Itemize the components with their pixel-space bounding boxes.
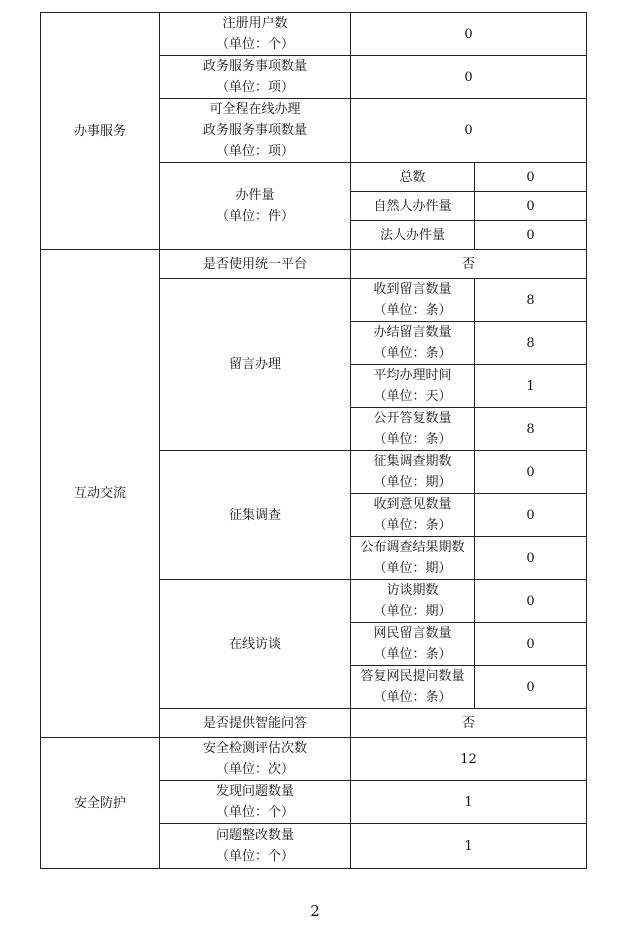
unit-line: （单位：次） [215,762,294,777]
label-line: 访谈期数 [386,583,439,598]
issues-fixed-label [160,824,351,869]
interview-replies-value: 0 [475,666,587,709]
handled-person-value: 0 [475,192,587,221]
survey-periods-label [351,451,475,494]
unit-line: （单位：条） [373,432,452,447]
label-line: 政务服务事项数量 [202,123,307,138]
unified-platform-label: 是否使用统一平台 [160,250,351,279]
category-affairs: 办事服务 [41,13,160,250]
messages-closed-value: 8 [475,322,587,365]
messages-avg-time-label [351,365,475,408]
messages-label: 留言办理 [160,279,351,451]
label-line: 安全检测评估次数 [202,741,307,756]
category-security: 安全防护 [41,738,160,869]
unit-line: （单位：条） [373,690,452,705]
unit-line: （单位：期） [373,561,452,576]
label-line: 网民留言数量 [373,626,452,641]
interview-messages-value: 0 [475,623,587,666]
survey-opinions-value: 0 [475,494,587,537]
unit-line: （单位：项） [215,80,294,95]
label-line: 答复网民提问数量 [360,669,465,684]
messages-closed-label [351,322,475,365]
label-line: 问题整改数量 [215,828,294,843]
issues-fixed-value: 1 [351,824,587,869]
handled-total-label: 总数 [351,163,475,192]
label-line: 办结留言数量 [373,325,452,340]
unit-line: （单位：件） [215,209,294,224]
survey-label: 征集调查 [160,451,351,580]
label-line: 征集调查期数 [373,454,452,469]
messages-avg-time-value: 1 [475,365,587,408]
unit-line: （单位：个） [215,37,294,52]
unit-line: （单位：个） [215,849,294,864]
survey-results-value: 0 [475,537,587,580]
table-row [41,738,587,781]
survey-periods-value: 0 [475,451,587,494]
interview-periods-value: 0 [475,580,587,623]
smart-qa-value: 否 [351,709,587,738]
unit-line: （单位：项） [215,144,294,159]
survey-opinions-label [351,494,475,537]
label-line: 可全程在线办理 [209,102,301,117]
label-line: 注册用户数 [222,16,288,31]
label-line: 公开答复数量 [373,411,452,426]
handled-person-label: 自然人办件量 [351,192,475,221]
online-items-value: 0 [351,99,587,163]
issues-found-value: 1 [351,781,587,824]
security-checks-value: 12 [351,738,587,781]
issues-found-label [160,781,351,824]
messages-received-label [351,279,475,322]
unit-line: （单位：条） [373,518,452,533]
label-line: 发现问题数量 [215,784,294,799]
unit-line: （单位：条） [373,303,452,318]
survey-results-label [351,537,475,580]
handled-legal-label: 法人办件量 [351,221,475,250]
unit-line: （单位：条） [373,346,452,361]
label-line: 公布调查结果期数 [360,540,465,555]
table-row [41,250,587,279]
statistics-table [40,12,587,869]
page-number: 2 [310,902,320,920]
handled-label [160,163,351,250]
messages-public-reply-label [351,408,475,451]
unit-line: （单位：个） [215,805,294,820]
unit-line: （单位：条） [373,647,452,662]
service-items-value: 0 [351,56,587,99]
smart-qa-label: 是否提供智能问答 [160,709,351,738]
interview-messages-label [351,623,475,666]
label-line: 收到留言数量 [373,282,452,297]
handled-legal-value: 0 [475,221,587,250]
interview-periods-label [351,580,475,623]
unit-line: （单位：期） [373,475,452,490]
table-row [41,13,587,56]
label-line: 办件量 [235,188,275,203]
messages-received-value: 8 [475,279,587,322]
online-items-label [160,99,351,163]
unit-line: （单位：期） [373,604,452,619]
handled-total-value: 0 [475,163,587,192]
service-items-label [160,56,351,99]
messages-public-reply-value: 8 [475,408,587,451]
label-line: 平均办理时间 [373,368,452,383]
interview-replies-label [351,666,475,709]
label-line: 政务服务事项数量 [202,59,307,74]
interview-label: 在线访谈 [160,580,351,709]
registered-users-value: 0 [351,13,587,56]
unified-platform-value: 否 [351,250,587,279]
unit-line: （单位：天） [373,389,452,404]
security-checks-label [160,738,351,781]
registered-users-label [160,13,351,56]
label-line: 收到意见数量 [373,497,452,512]
category-interaction: 互动交流 [41,250,160,738]
